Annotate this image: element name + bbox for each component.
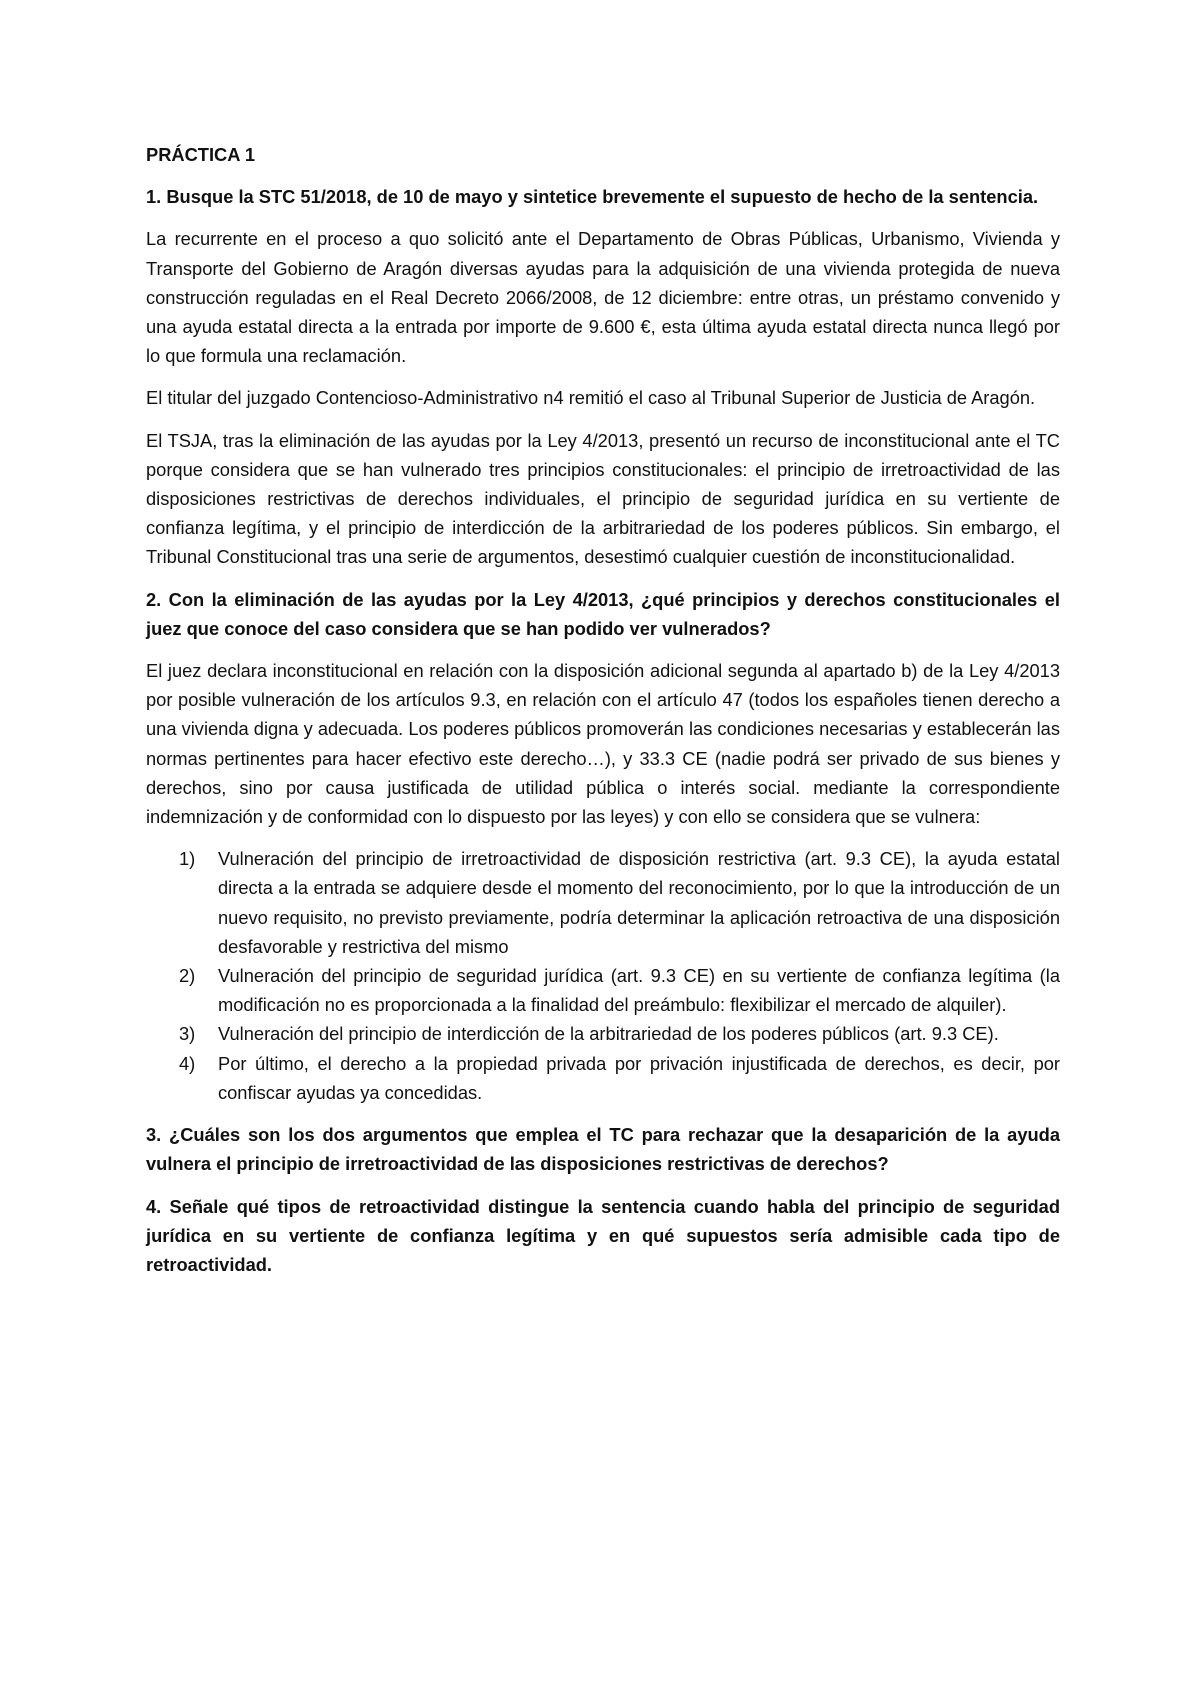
document-page (146, 140, 1060, 1292)
list-item-number: 1) (179, 848, 196, 870)
list-item-number: 2) (179, 965, 196, 987)
answer-1-paragraph-1: La recurrente en el proceso a quo solicitó ante el Departamento de Obras Públicas, Urbanismo, Vivienda y Transporte del Gobierno de Aragón diversas ayudas para la adquisición de una vivienda protegida de nueva construcción reguladas en el Real Decreto 2066/2008, de 12 diciembre: entre otras, un préstamo convenido y una ayuda estatal directa a la entrada por importe de 9.600 €, esta última ayuda estatal directa nunca llegó por lo que formula una reclamación. (146, 228, 1060, 367)
list-item (146, 1049, 1060, 1107)
list-item (146, 844, 1060, 961)
list-item (146, 1019, 1060, 1048)
list-item (146, 961, 1060, 1019)
list-item-text: Vulneración del principio de irretroactividad de disposición restrictiva (art. 9.3 CE), la ayuda estatal directa a la entrada se adquiere desde el momento del reconocimiento, por lo que la introducción de un nuevo requisito, no previsto previamente, podría determinar la aplicación retroactiva de una disposición desfavorable y restrictiva del mismo (218, 848, 1060, 957)
document-title: PRÁCTICA 1 (146, 144, 256, 165)
answer-1-paragraph-2: El titular del juzgado Contencioso-Administrativo n4 remitió el caso al Tribunal Superior de Justicia de Aragón. (146, 387, 1036, 409)
question-3: 3. ¿Cuáles son los dos argumentos que emplea el TC para rechazar que la desaparición de la ayuda vulnera el principio de irretroactividad de las disposiciones restrictivas de derechos? (146, 1124, 1060, 1175)
violations-list (146, 844, 1060, 1107)
question-4: 4. Señale qué tipos de retroactividad distingue la sentencia cuando habla del principio de seguridad jurídica en su vertiente de confianza legítima y en qué supuestos sería admisible cada tipo de retroactividad. (146, 1195, 1060, 1275)
question-2: 2. Con la eliminación de las ayudas por la Ley 4/2013, ¿qué principios y derechos constitucionales el juez que conoce del caso considera que se han podido ver vulnerados? (146, 588, 1060, 639)
answer-2-paragraph-1: El juez declara inconstitucional en relación con la disposición adicional segunda al apartado b) de la Ley 4/2013 por posible vulneración de los artículos 9.3, en relación con el artículo 47 (todos los españoles tienen derecho a una vivienda digna y adecuada. Los poderes públicos promoverán las condiciones necesarias y establecerán las normas pertinentes para hacer efectivo este derecho…), y 33.3 CE (nadie podrá ser privado de sus bienes y derechos, sino por causa justificada de utilidad pública o interés social. mediante la correspondiente indemnización y de conformidad con lo dispuesto por las leyes) y con ello se considera que se vulnera: (146, 660, 1060, 828)
list-item-number: 3) (179, 1023, 196, 1045)
list-item-text: Vulneración del principio de interdicción de la arbitrariedad de los poderes públicos (art. 9.3 CE). (218, 1023, 999, 1045)
answer-1-paragraph-3: El TSJA, tras la eliminación de las ayudas por la Ley 4/2013, presentó un recurso de inconstitucional ante el TC porque considera que se han vulnerado tres principios constitucionales: el principio de irretroactividad de las disposiciones restrictivas de derechos individuales, el principio de seguridad jurídica en su vertiente de confianza legítima, y el principio de interdicción de la arbitrariedad de los poderes públicos. Sin embargo, el Tribunal Constitucional tras una serie de argumentos, desestimó cualquier cuestión de inconstitucionalidad. (146, 429, 1060, 568)
question-1: 1. Busque la STC 51/2018, de 10 de mayo y sintetice brevemente el supuesto de hecho de la sentencia. (146, 186, 1039, 208)
list-item-text: Vulneración del principio de seguridad jurídica (art. 9.3 CE) en su vertiente de confianza legítima (la modificación no es proporcionada a la finalidad del preámbulo: flexibilizar el mercado de alquiler). (218, 965, 1060, 1016)
list-item-text: Por último, el derecho a la propiedad privada por privación injustificada de derechos, es decir, por confiscar ayudas ya concedidas. (218, 1052, 1060, 1103)
list-item-number: 4) (179, 1052, 196, 1074)
